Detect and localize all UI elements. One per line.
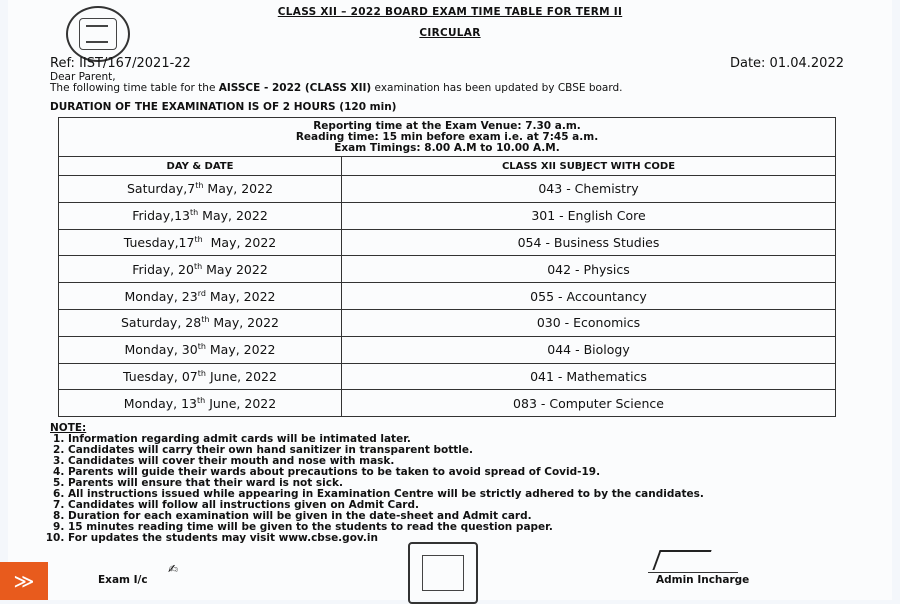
exam-subject: 044 - Biology xyxy=(342,336,836,363)
reference-number: Ref: IIST/167/2021-22 xyxy=(50,56,191,71)
table-row xyxy=(59,283,836,310)
admin-incharge-label: Admin Incharge xyxy=(656,574,750,586)
school-stamp xyxy=(408,542,478,604)
table-row xyxy=(59,256,836,283)
note-item: 4. Parents will guide their wards about precautions to be taken to avoid spread of Covid-19. xyxy=(68,467,850,478)
exam-date: Monday, 23rd May, 2022 xyxy=(59,283,342,310)
exam-subject: 042 - Physics xyxy=(342,256,836,283)
exam-date: Saturday,7th May, 2022 xyxy=(59,176,342,203)
intro-paragraph xyxy=(50,72,840,94)
circular-date: Date: 01.04.2022 xyxy=(729,56,844,71)
exam-date: Monday, 30th May, 2022 xyxy=(59,336,342,363)
notes-heading: NOTE: xyxy=(50,422,87,434)
table-row xyxy=(59,176,836,203)
reading-time: Reading time: 15 min before exam i.e. at 7:45 a.m. xyxy=(295,130,599,143)
intro-text: The following time table for the AISSCE - 2022 (CLASS XII) examination has been updated by CBSE board. xyxy=(50,82,623,94)
note-item: 5. Parents will ensure that their ward is not sick. xyxy=(68,478,850,489)
exam-subject: 301 - English Core xyxy=(342,202,836,229)
reporting-time: Reporting time at the Exam Venue: 7.30 a.m. xyxy=(313,119,581,132)
notes-section xyxy=(50,423,850,544)
exam-date: Friday,13th May, 2022 xyxy=(59,202,342,229)
exam-subject: 055 - Accountancy xyxy=(342,283,836,310)
table-row xyxy=(59,202,836,229)
notes-list xyxy=(50,434,850,544)
note-item: 9. 15 minutes reading time will be given to the students to read the question paper. xyxy=(68,522,850,533)
admin-signature xyxy=(648,548,738,573)
document-page xyxy=(8,0,892,600)
note-item: 7. Candidates will follow all instructions given on Admit Card. xyxy=(68,500,850,511)
exam-date: Monday, 13th June, 2022 xyxy=(59,390,342,417)
table-row xyxy=(59,363,836,390)
exam-subject: 054 - Business Studies xyxy=(342,229,836,256)
circular-heading: CIRCULAR xyxy=(419,27,481,39)
exam-ic-label: Exam I/c xyxy=(98,574,148,586)
exam-ic-signature: ✍ xyxy=(168,562,179,576)
column-header-day: DAY & DATE xyxy=(59,157,342,176)
table-row xyxy=(59,336,836,363)
exam-date: Tuesday,17th May, 2022 xyxy=(59,229,342,256)
duration-notice: DURATION OF THE EXAMINATION IS OF 2 HOURS (120 min) xyxy=(50,101,397,113)
note-item: 6. All instructions issued while appearing in Examination Centre will be strictly adhered to by the candidates. xyxy=(68,489,850,500)
timings-box xyxy=(59,118,836,157)
note-item: 10. For updates the students may visit www.cbse.gov.in xyxy=(68,533,850,544)
note-item: 2. Candidates will carry their own hand sanitizer in transparent bottle. xyxy=(68,445,850,456)
exam-subject: 030 - Economics xyxy=(342,309,836,336)
exam-subject: 041 - Mathematics xyxy=(342,363,836,390)
timetable xyxy=(58,117,836,417)
salutation: Dear Parent, xyxy=(50,71,116,83)
expand-arrow-button[interactable]: ≫ xyxy=(0,562,48,600)
column-header-subject: CLASS XII SUBJECT WITH CODE xyxy=(342,157,836,176)
exam-date: Saturday, 28th May, 2022 xyxy=(59,309,342,336)
exam-date: Friday, 20th May 2022 xyxy=(59,256,342,283)
exam-timings: Exam Timings: 8.00 A.M to 10.00 A.M. xyxy=(334,141,560,154)
note-item: 1. Information regarding admit cards will be intimated later. xyxy=(68,434,850,445)
exam-subject: 043 - Chemistry xyxy=(342,176,836,203)
exam-subject: 083 - Computer Science xyxy=(342,390,836,417)
table-row xyxy=(59,229,836,256)
exam-date: Tuesday, 07th June, 2022 xyxy=(59,363,342,390)
note-item: 8. Duration for each examination will be given in the date-sheet and Admit card. xyxy=(68,511,850,522)
exam-name: AISSCE - 2022 (CLASS XII) xyxy=(218,82,372,94)
table-row xyxy=(59,390,836,417)
table-row xyxy=(59,309,836,336)
page-title: CLASS XII – 2022 BOARD EXAM TIME TABLE FOR TERM II xyxy=(277,6,623,18)
note-item: 3. Candidates will cover their mouth and nose with mask. xyxy=(68,456,850,467)
